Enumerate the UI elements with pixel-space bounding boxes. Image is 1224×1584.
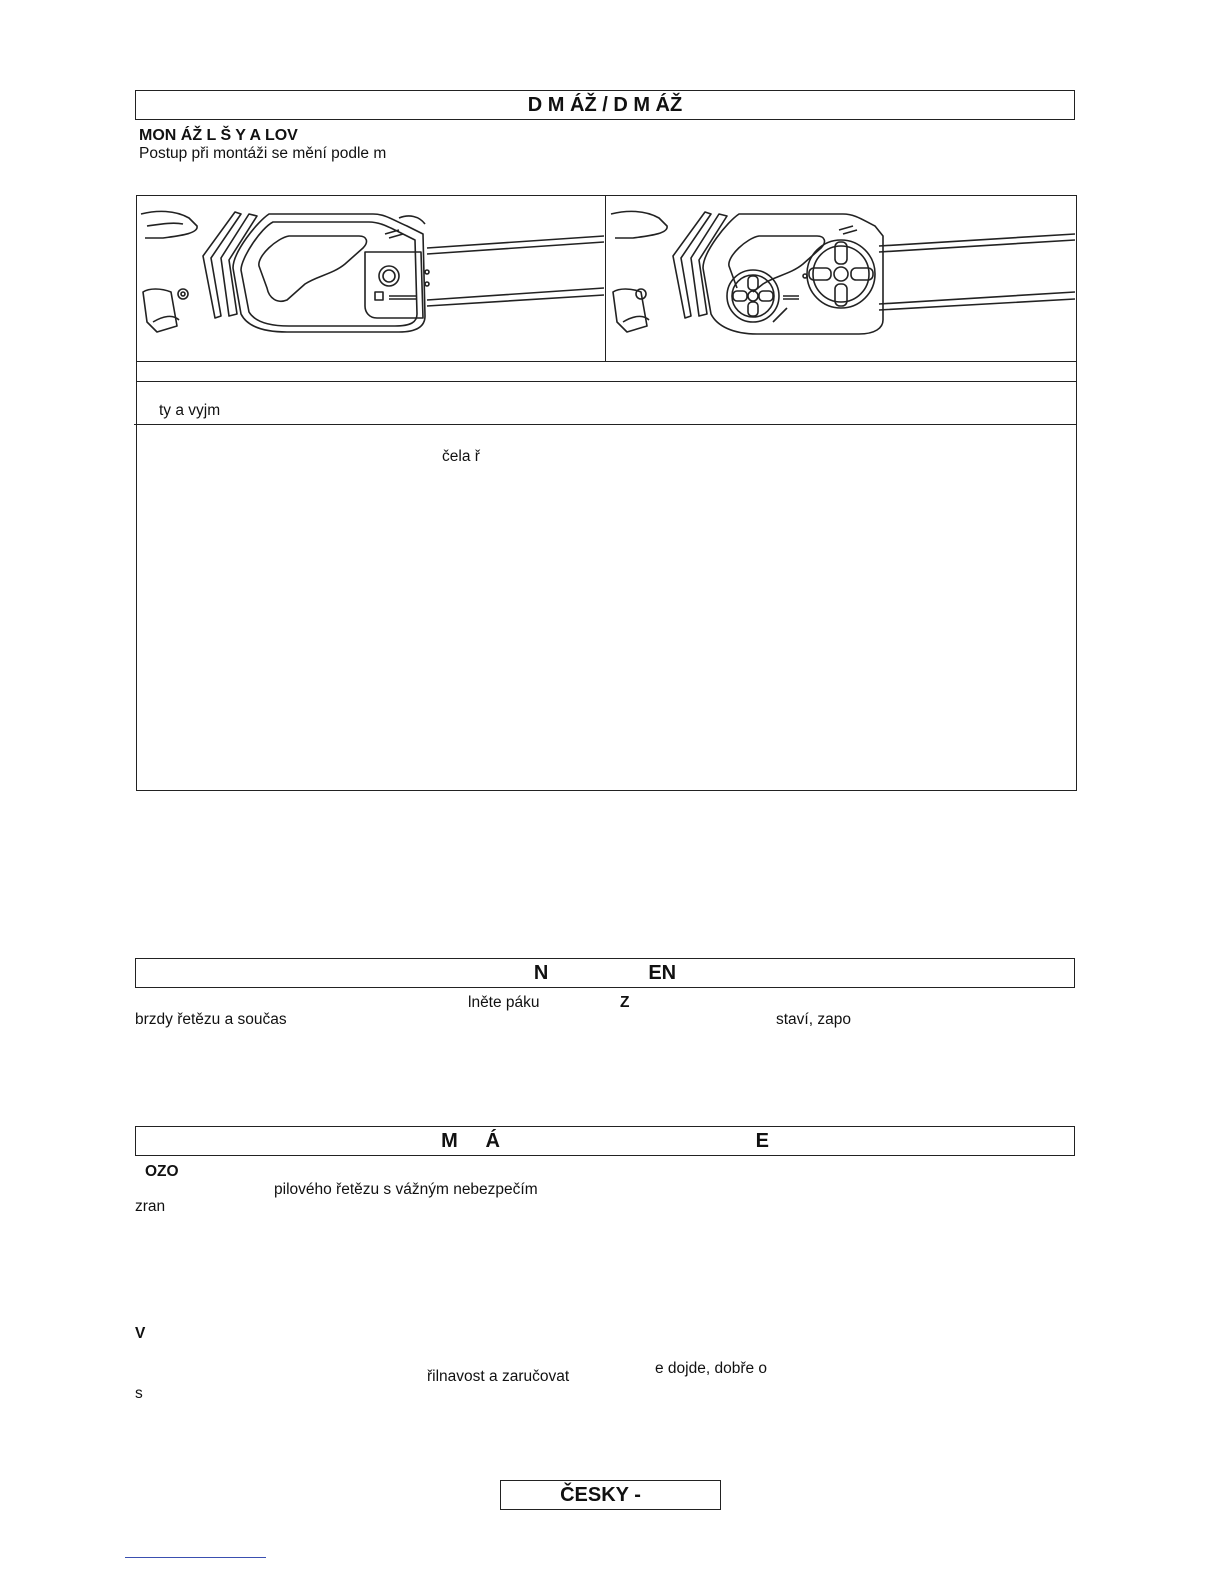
brake-text-1a: lněte páku [468, 994, 540, 1011]
table-rule-1 [136, 381, 1077, 382]
table-rule-2 [134, 424, 1077, 425]
lubrication-text-3a: e dojde, dobře o [655, 1360, 768, 1377]
brake-text-2a: brzdy řetězu a součas [135, 1011, 287, 1028]
label-v: V [135, 1325, 146, 1342]
lubrication-text-4: s [135, 1385, 143, 1402]
warning-label: OZO [145, 1163, 179, 1180]
lubrication-text-3b: řilnavost a zaručovat [427, 1368, 570, 1385]
section-header-mounting-text: D M ÁŽ / D M ÁŽ [527, 93, 683, 116]
section-header-lubrication-text: M Á E [441, 1129, 769, 1152]
section-header-chain-brake [135, 958, 1075, 988]
chainsaw-double-knob-illustration [607, 196, 1075, 360]
footer-language-box [500, 1480, 721, 1510]
intro-text: Postup při montáži se mění podle m [139, 145, 387, 162]
brake-text-2b: staví, zapo [776, 1011, 851, 1028]
figure-bottom-rule [136, 361, 1077, 362]
chainsaw-single-knob-illustration [137, 196, 604, 360]
section-header-chain-brake-text: N EN [533, 961, 677, 984]
step-row-2-text: čela ř [442, 448, 480, 465]
brake-text-1b: Z [620, 994, 630, 1011]
section-header-lubrication [135, 1126, 1075, 1156]
footer-link-rule [125, 1557, 266, 1558]
figure-divider [605, 195, 606, 361]
figure-left [137, 196, 604, 360]
step-row-1-text: ty a vyjm [159, 402, 221, 419]
footer-language: ČESKY - [560, 1483, 641, 1506]
lubrication-text-1: pilového řetězu s vážným nebezpečím [274, 1181, 538, 1198]
lubrication-text-2: zran [135, 1198, 166, 1215]
subheading-mounting: MON ÁŽ L Š Y A LOV [139, 127, 298, 144]
figure-right [607, 196, 1075, 360]
section-header-mounting [135, 90, 1075, 120]
